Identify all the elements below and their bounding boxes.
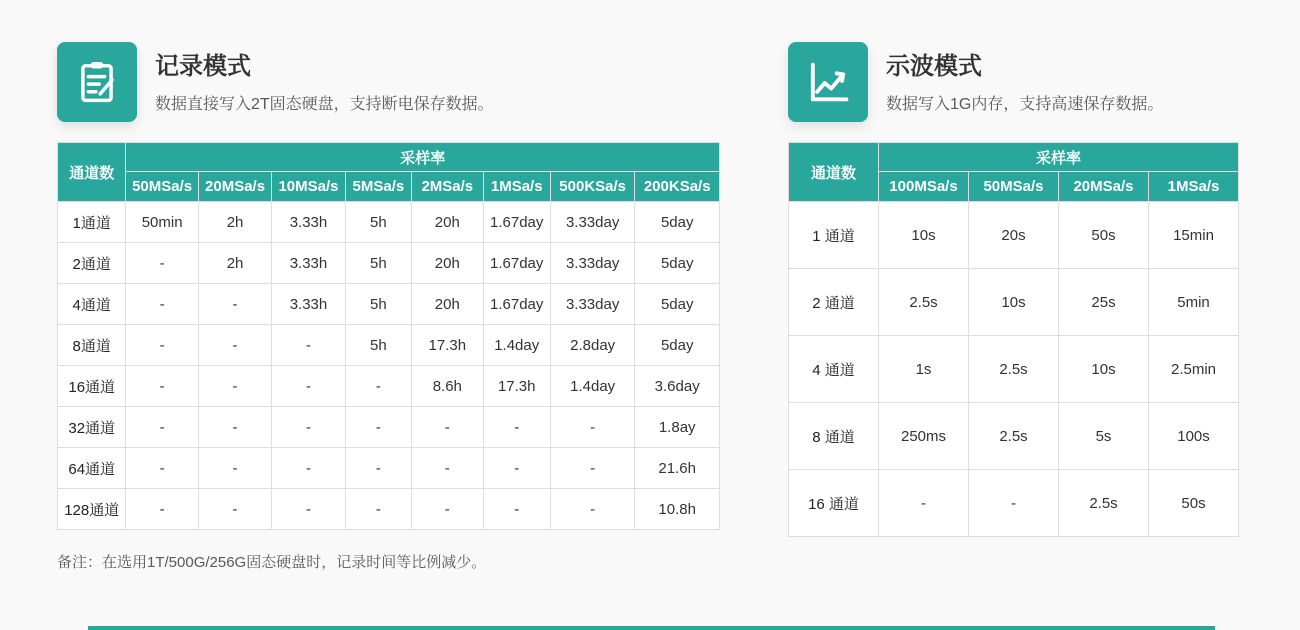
value-cell: 1.4day bbox=[483, 325, 550, 366]
channel-cell: 8通道 bbox=[58, 325, 126, 366]
value-cell: 2h bbox=[198, 202, 271, 243]
value-cell: - bbox=[483, 407, 550, 448]
value-cell: 3.33day bbox=[550, 284, 635, 325]
value-cell: - bbox=[198, 325, 271, 366]
table-row bbox=[789, 269, 1239, 336]
rate-column-header: 10MSa/s bbox=[272, 172, 345, 202]
channel-cell: 64通道 bbox=[58, 448, 126, 489]
value-cell: - bbox=[126, 448, 198, 489]
value-cell: 50s bbox=[1149, 470, 1239, 537]
value-cell: - bbox=[879, 470, 969, 537]
value-cell: 2.5min bbox=[1149, 336, 1239, 403]
rate-column-header: 500KSa/s bbox=[550, 172, 635, 202]
value-cell: - bbox=[483, 489, 550, 530]
value-cell: - bbox=[198, 366, 271, 407]
value-cell: - bbox=[272, 407, 345, 448]
oscilloscope-mode-table bbox=[788, 142, 1239, 537]
oscilloscope-mode-titles bbox=[886, 42, 1163, 114]
value-cell: 17.3h bbox=[483, 366, 550, 407]
channel-cell: 4 通道 bbox=[789, 336, 879, 403]
value-cell: 1.8ay bbox=[635, 407, 720, 448]
value-cell: 10.8h bbox=[635, 489, 720, 530]
value-cell: - bbox=[412, 489, 483, 530]
rate-column-header: 1MSa/s bbox=[1149, 172, 1239, 202]
record-mode-titles bbox=[155, 42, 494, 114]
value-cell: 5day bbox=[635, 284, 720, 325]
value-cell: 250ms bbox=[879, 403, 969, 470]
value-cell: 3.33day bbox=[550, 202, 635, 243]
record-mode-section bbox=[57, 42, 720, 572]
value-cell: - bbox=[550, 489, 635, 530]
table-row bbox=[58, 366, 720, 407]
value-cell: 5day bbox=[635, 325, 720, 366]
value-cell: - bbox=[272, 366, 345, 407]
value-cell: - bbox=[126, 325, 198, 366]
value-cell: - bbox=[198, 448, 271, 489]
channel-cell: 4通道 bbox=[58, 284, 126, 325]
rate-column-header: 50MSa/s bbox=[126, 172, 198, 202]
line-chart-icon bbox=[788, 42, 868, 122]
value-cell: 20h bbox=[412, 284, 483, 325]
rate-column-header: 20MSa/s bbox=[1059, 172, 1149, 202]
value-cell: 5h bbox=[345, 202, 411, 243]
value-cell: - bbox=[126, 366, 198, 407]
value-cell: - bbox=[345, 489, 411, 530]
value-cell: 5min bbox=[1149, 269, 1239, 336]
value-cell: 3.6day bbox=[635, 366, 720, 407]
table-row bbox=[58, 202, 720, 243]
channel-cell: 2通道 bbox=[58, 243, 126, 284]
value-cell: 1.4day bbox=[550, 366, 635, 407]
value-cell: - bbox=[198, 407, 271, 448]
clipboard-icon bbox=[57, 42, 137, 122]
record-mode-footnote: 备注：在选用1T/500G/256G固态硬盘时，记录时间等比例减少。 bbox=[57, 554, 487, 571]
table-row bbox=[58, 284, 720, 325]
table-row bbox=[58, 448, 720, 489]
value-cell: 1.67day bbox=[483, 202, 550, 243]
channel-count-header: 通道数 bbox=[789, 143, 879, 202]
value-cell: 2.5s bbox=[879, 269, 969, 336]
channel-cell: 1 通道 bbox=[789, 202, 879, 269]
value-cell: - bbox=[198, 489, 271, 530]
record-mode-header bbox=[57, 42, 720, 122]
rate-column-header: 100MSa/s bbox=[879, 172, 969, 202]
record-mode-table bbox=[57, 142, 720, 530]
rate-column-header: 1MSa/s bbox=[483, 172, 550, 202]
value-cell: 2.5s bbox=[1059, 470, 1149, 537]
value-cell: 3.33h bbox=[272, 284, 345, 325]
channel-cell: 2 通道 bbox=[789, 269, 879, 336]
value-cell: 50min bbox=[126, 202, 198, 243]
value-cell: - bbox=[483, 448, 550, 489]
rate-column-header: 2MSa/s bbox=[412, 172, 483, 202]
channel-count-header: 通道数 bbox=[58, 143, 126, 202]
channel-cell: 16 通道 bbox=[789, 470, 879, 537]
value-cell: - bbox=[345, 366, 411, 407]
table-row bbox=[789, 202, 1239, 269]
rate-column-header: 20MSa/s bbox=[198, 172, 271, 202]
value-cell: - bbox=[969, 470, 1059, 537]
value-cell: - bbox=[412, 407, 483, 448]
rate-column-header: 50MSa/s bbox=[969, 172, 1059, 202]
value-cell: 3.33h bbox=[272, 202, 345, 243]
value-cell: 5h bbox=[345, 243, 411, 284]
value-cell: 2.5s bbox=[969, 336, 1059, 403]
value-cell: 1s bbox=[879, 336, 969, 403]
value-cell: 10s bbox=[969, 269, 1059, 336]
table-row bbox=[58, 325, 720, 366]
value-cell: - bbox=[345, 407, 411, 448]
record-mode-subtitle: 数据直接写入2T固态硬盘，支持断电保存数据。 bbox=[155, 96, 494, 113]
value-cell: 5h bbox=[345, 284, 411, 325]
value-cell: - bbox=[550, 448, 635, 489]
value-cell: 10s bbox=[879, 202, 969, 269]
table-row bbox=[58, 407, 720, 448]
record-mode-title: 记录模式 bbox=[155, 53, 251, 80]
value-cell: 3.33day bbox=[550, 243, 635, 284]
value-cell: - bbox=[126, 284, 198, 325]
table-row bbox=[789, 470, 1239, 537]
value-cell: 5day bbox=[635, 243, 720, 284]
value-cell: 21.6h bbox=[635, 448, 720, 489]
table-row bbox=[58, 489, 720, 530]
value-cell: 10s bbox=[1059, 336, 1149, 403]
value-cell: - bbox=[412, 448, 483, 489]
oscilloscope-mode-subtitle: 数据写入1G内存，支持高速保存数据。 bbox=[886, 96, 1164, 113]
value-cell: - bbox=[126, 243, 198, 284]
value-cell: - bbox=[345, 448, 411, 489]
channel-cell: 128通道 bbox=[58, 489, 126, 530]
value-cell: - bbox=[272, 489, 345, 530]
value-cell: 15min bbox=[1149, 202, 1239, 269]
table-row bbox=[58, 243, 720, 284]
value-cell: 5h bbox=[345, 325, 411, 366]
value-cell: 8.6h bbox=[412, 366, 483, 407]
table-row bbox=[789, 403, 1239, 470]
channel-cell: 8 通道 bbox=[789, 403, 879, 470]
oscilloscope-mode-section bbox=[788, 42, 1238, 537]
value-cell: 5s bbox=[1059, 403, 1149, 470]
oscilloscope-mode-title: 示波模式 bbox=[886, 53, 982, 80]
value-cell: 50s bbox=[1059, 202, 1149, 269]
table-row bbox=[789, 336, 1239, 403]
bottom-accent-bar bbox=[88, 626, 1215, 630]
value-cell: - bbox=[126, 489, 198, 530]
value-cell: 2.8day bbox=[550, 325, 635, 366]
value-cell: 1.67day bbox=[483, 243, 550, 284]
value-cell: - bbox=[272, 448, 345, 489]
rate-column-header: 5MSa/s bbox=[345, 172, 411, 202]
value-cell: 20h bbox=[412, 243, 483, 284]
channel-cell: 1通道 bbox=[58, 202, 126, 243]
value-cell: 2h bbox=[198, 243, 271, 284]
value-cell: 1.67day bbox=[483, 284, 550, 325]
sample-rate-group-header: 采样率 bbox=[126, 143, 720, 172]
channel-cell: 32通道 bbox=[58, 407, 126, 448]
oscilloscope-mode-header bbox=[788, 42, 1238, 122]
value-cell: - bbox=[198, 284, 271, 325]
value-cell: - bbox=[126, 407, 198, 448]
value-cell: 25s bbox=[1059, 269, 1149, 336]
value-cell: 20h bbox=[412, 202, 483, 243]
rate-column-header: 200KSa/s bbox=[635, 172, 720, 202]
value-cell: 100s bbox=[1149, 403, 1239, 470]
value-cell: 17.3h bbox=[412, 325, 483, 366]
sample-rate-group-header: 采样率 bbox=[879, 143, 1239, 172]
value-cell: 3.33h bbox=[272, 243, 345, 284]
value-cell: 20s bbox=[969, 202, 1059, 269]
value-cell: 5day bbox=[635, 202, 720, 243]
value-cell: - bbox=[550, 407, 635, 448]
channel-cell: 16通道 bbox=[58, 366, 126, 407]
value-cell: 2.5s bbox=[969, 403, 1059, 470]
value-cell: - bbox=[272, 325, 345, 366]
